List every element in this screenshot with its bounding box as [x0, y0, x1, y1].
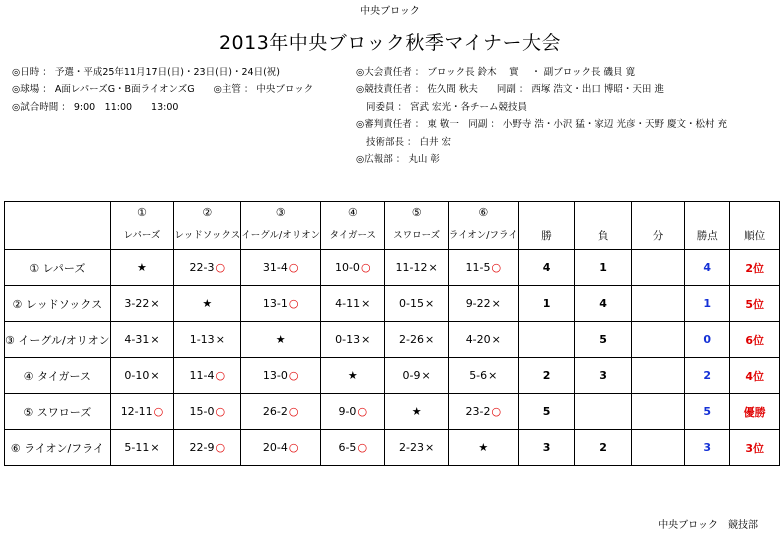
wins-cell: 4 [518, 250, 575, 286]
team-label: ② レッドソックス [5, 286, 111, 322]
rank-cell: 5位 [730, 286, 780, 322]
win-mark: ○ [288, 261, 299, 274]
col-header: ⑤ スワローズ [385, 202, 448, 250]
team-label: ③ イーグル/オリオン [5, 322, 111, 358]
team-label: ① レパーズ [5, 250, 111, 286]
wins-cell: 2 [518, 358, 575, 394]
footer-credit: 中央ブロック 競技部 [658, 520, 758, 531]
info-tournament-director: ◎大会責任者 ： ブロック長 鈴木 實 ・ 副ブロック長 磯貝 寛 [356, 67, 636, 78]
info-competition-director: ◎競技責任者 ： 佐久間 秋夫 同副 ： 西塚 浩文・出口 博昭・天田 進 [356, 84, 664, 96]
rank-cell: 2位 [730, 250, 780, 286]
score-cell [448, 286, 518, 322]
score-cell [110, 322, 174, 358]
score-value: 26-2 [262, 405, 288, 418]
score-value: 10-0 [334, 261, 360, 274]
draws-cell [631, 322, 684, 358]
col-header-draw: 分 [631, 202, 684, 250]
score-value: 2-26 [399, 333, 424, 346]
col-header: ⑥ ライオン/フライ [448, 202, 518, 250]
score-value: 11-12 [395, 261, 428, 274]
win-mark: ○ [215, 261, 226, 274]
header-block-name: 中央ブロック [360, 6, 420, 17]
loss-mark: × [215, 333, 225, 346]
loss-mark: × [488, 369, 498, 382]
self-match-cell: ★ [174, 286, 241, 322]
draws-cell [631, 250, 684, 286]
win-mark: ○ [491, 261, 502, 274]
loss-mark: × [425, 441, 435, 454]
score-cell [385, 250, 448, 286]
rank-cell: 6位 [730, 322, 780, 358]
self-match-cell: ★ [241, 322, 321, 358]
score-value: 0-9 [402, 369, 421, 382]
points-cell: 4 [685, 250, 730, 286]
win-mark: ○ [357, 405, 368, 418]
score-cell [241, 430, 321, 466]
win-mark: ○ [215, 441, 226, 454]
score-cell [448, 394, 518, 430]
score-value: 15-0 [189, 405, 215, 418]
score-cell [321, 250, 385, 286]
score-value: 1-13 [189, 333, 215, 346]
score-cell [321, 322, 385, 358]
score-cell [448, 358, 518, 394]
col-header-loss: 負 [575, 202, 632, 250]
team-label: ④ タイガース [5, 358, 111, 394]
results-table [4, 201, 780, 466]
self-match-cell: ★ [448, 430, 518, 466]
win-mark: ○ [215, 405, 226, 418]
info-pr: ◎広報部 ： 丸山 彰 [356, 153, 440, 165]
col-header: ③ イーグル/オリオン [241, 202, 321, 250]
team-label: ⑥ ライオン/フライ [5, 430, 111, 466]
self-match-cell: ★ [321, 358, 385, 394]
score-value: 31-4 [262, 261, 288, 274]
score-cell [241, 358, 321, 394]
score-value: 22-9 [189, 441, 215, 454]
col-header: ④ タイガース [321, 202, 385, 250]
score-value: 4-11 [335, 297, 361, 310]
score-value: 2-23 [399, 441, 424, 454]
score-value: 23-2 [465, 405, 491, 418]
col-header: ② レッドソックス [174, 202, 241, 250]
points-cell: 1 [685, 286, 730, 322]
score-value: 11-4 [189, 369, 215, 382]
draws-cell [631, 394, 684, 430]
wins-cell: 3 [518, 430, 575, 466]
score-value: 0-10 [124, 369, 150, 382]
loss-mark: × [361, 333, 371, 346]
win-mark: ○ [357, 441, 368, 454]
score-value: 9-0 [338, 405, 357, 418]
score-cell [241, 394, 321, 430]
loss-mark: × [150, 369, 160, 382]
score-cell [110, 394, 174, 430]
score-cell [321, 430, 385, 466]
score-cell [110, 358, 174, 394]
losses-cell: 1 [575, 250, 632, 286]
draws-cell [631, 430, 684, 466]
score-cell [241, 286, 321, 322]
table-row [5, 394, 780, 430]
table-row [5, 430, 780, 466]
score-value: 11-5 [465, 261, 491, 274]
info-umpire-director: ◎審判責任者 ： 東 敬一 同副 ： 小野寺 浩・小沢 猛・家辺 光彦・天野 慶文・松村 充 [356, 119, 727, 131]
info-technical-director: 技術部長 ： 白井 宏 [366, 136, 452, 148]
score-cell [448, 322, 518, 358]
win-mark: ○ [288, 369, 299, 382]
draws-cell [631, 358, 684, 394]
win-mark: ○ [491, 405, 502, 418]
score-value: 0-13 [335, 333, 361, 346]
losses-cell: 4 [575, 286, 632, 322]
win-mark: ○ [215, 369, 226, 382]
table-body [5, 250, 780, 466]
wins-cell [518, 322, 575, 358]
info-date: ◎日時 ： 予選・平成25年11月17日(日)・23日(日)・24日(祝) [12, 67, 281, 78]
points-cell: 2 [685, 358, 730, 394]
loss-mark: × [491, 297, 501, 310]
win-mark: ○ [288, 297, 299, 310]
losses-cell: 5 [575, 322, 632, 358]
losses-cell [575, 394, 632, 430]
score-cell [174, 394, 241, 430]
score-value: 6-5 [338, 441, 357, 454]
col-header-points: 勝点 [685, 202, 730, 250]
score-value: 4-31 [124, 333, 150, 346]
points-cell: 0 [685, 322, 730, 358]
team-label: ⑤ スワローズ [5, 394, 111, 430]
score-value: 13-1 [262, 297, 288, 310]
score-value: 20-4 [262, 441, 288, 454]
score-value: 5-11 [124, 441, 150, 454]
losses-cell: 3 [575, 358, 632, 394]
score-cell [174, 430, 241, 466]
loss-mark: × [425, 333, 435, 346]
self-match-cell: ★ [110, 250, 174, 286]
corner-cell [5, 202, 111, 250]
score-cell [241, 250, 321, 286]
loss-mark: × [150, 297, 160, 310]
page-title: 2013年中央ブロック秋季マイナー大会 [218, 32, 562, 54]
col-header: ① レパーズ [110, 202, 174, 250]
score-cell [321, 286, 385, 322]
score-value: 9-22 [465, 297, 491, 310]
rank-cell: 3位 [730, 430, 780, 466]
score-cell [174, 322, 241, 358]
info-game-times: ◎試合時間 ： 9:00 11:00 13:00 [12, 101, 179, 113]
losses-cell: 2 [575, 430, 632, 466]
event-info-right [356, 64, 727, 168]
score-cell [321, 394, 385, 430]
table-row [5, 250, 780, 286]
table-header-row [5, 202, 780, 250]
score-cell [448, 250, 518, 286]
loss-mark: × [428, 261, 438, 274]
info-venue: ◎球場 ： A面レパーズG・B面ライオンズG ◎主管 ： 中央ブロック [12, 84, 314, 96]
table-row [5, 358, 780, 394]
loss-mark: × [150, 333, 160, 346]
score-value: 12-11 [120, 405, 153, 418]
info-committee: 同委員 ： 宮武 宏光・各チーム競技員 [366, 101, 528, 113]
event-info-left [12, 64, 313, 116]
score-cell [110, 286, 174, 322]
score-value: 0-15 [399, 297, 424, 310]
loss-mark: × [361, 297, 371, 310]
win-mark: ○ [288, 405, 299, 418]
score-cell [385, 358, 448, 394]
score-cell [174, 358, 241, 394]
points-cell: 3 [685, 430, 730, 466]
loss-mark: × [425, 297, 435, 310]
score-value: 4-20 [465, 333, 491, 346]
col-header-win: 勝 [518, 202, 575, 250]
wins-cell: 1 [518, 286, 575, 322]
rank-cell: 4位 [730, 358, 780, 394]
table-row [5, 322, 780, 358]
win-mark: ○ [288, 441, 299, 454]
score-value: 5-6 [469, 369, 488, 382]
draws-cell [631, 286, 684, 322]
score-cell [385, 430, 448, 466]
score-cell [110, 430, 174, 466]
loss-mark: × [421, 369, 431, 382]
rank-cell: 優勝 [730, 394, 780, 430]
score-value: 3-22 [124, 297, 150, 310]
loss-mark: × [491, 333, 501, 346]
score-value: 13-0 [262, 369, 288, 382]
score-cell [385, 322, 448, 358]
score-value: 22-3 [189, 261, 215, 274]
points-cell: 5 [685, 394, 730, 430]
self-match-cell: ★ [385, 394, 448, 430]
win-mark: ○ [360, 261, 371, 274]
col-header-rank: 順位 [730, 202, 780, 250]
loss-mark: × [150, 441, 160, 454]
table-row [5, 286, 780, 322]
wins-cell: 5 [518, 394, 575, 430]
score-cell [174, 250, 241, 286]
win-mark: ○ [153, 405, 164, 418]
score-cell [385, 286, 448, 322]
